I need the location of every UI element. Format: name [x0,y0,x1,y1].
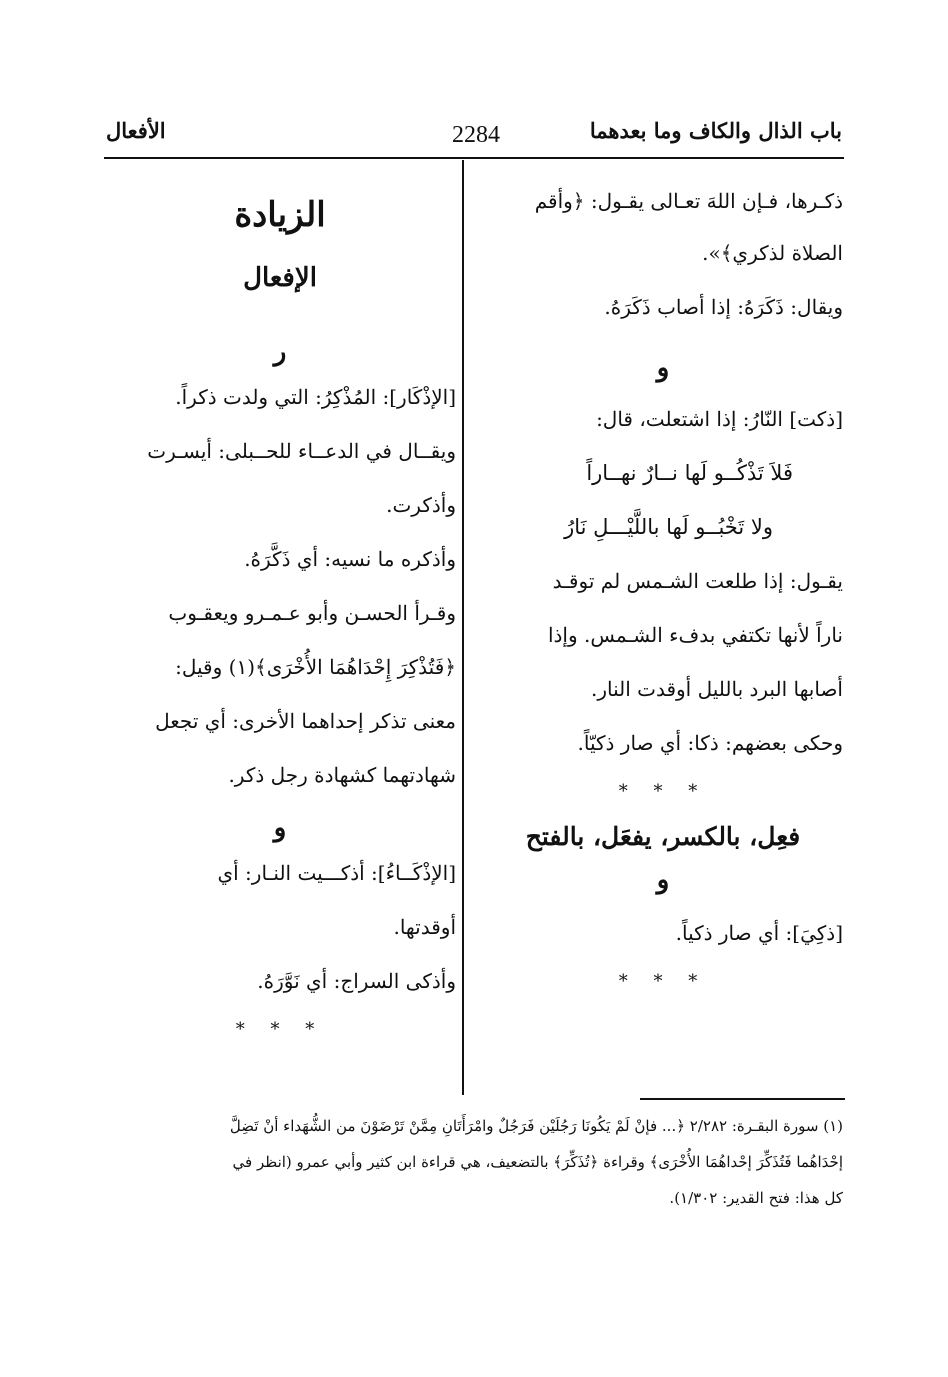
entry-dhakat: [ذكت] النّارُ: إذا اشتعلت، قال: [596,407,843,431]
running-header-section: الأفعال [106,118,166,143]
root-letter-heading: و [656,865,670,895]
paragraph: وأذكرت. [386,493,456,517]
quran-quote: ﴿فَتُذْكِرَ إِحْدَاهُمَا الأُخْرَى﴾(١) وقيل: [175,655,456,679]
section-separator: * * * [618,971,708,992]
paragraph: ناراً لأنها تكتفي بدفء الشـمس. وإذا [547,623,843,647]
entry-idhkar: [الإذْكَار]: المُذْكِرُ: التي ولدت ذكراً. [175,385,456,409]
entry-dhakiya: [ذكِيَ]: أي صار ذكياً. [675,921,843,945]
section-separator: * * * [618,781,708,802]
paragraph: ذكـرها، فـإن اللهَ تعـالى يقـول: ﴿وأقم [534,189,843,213]
entry-dhaka: وحكى بعضهم: ذكا: أي صار ذكيّاً. [577,731,843,755]
entry-adhka-siraj: وأذكى السراج: أي نَوَّرَهُ. [257,969,456,993]
root-letter-heading: ر [273,337,287,367]
root-letter-heading: و [656,353,670,383]
paragraph: معنى تذكر إحداهما الأخرى: أي تجعل [155,709,456,733]
verb-pattern-heading: فعِل، بالكسر، يفعَل، بالفتح [525,822,801,851]
entry-dhakarahu: ويقال: ذَكَرَهُ: إذا أصاب ذَكَرَهُ. [604,295,843,319]
paragraph: ويقــال في الدعــاء للحــبلى: أيسـرت [147,439,456,463]
footnote-line: إحْدَاهُما فَتُذَكِّرَ إحْداهُمَا الأُخْرَى﴾ وقراءة ﴿تُذَكِّرَ﴾ بالتضعيف، هي قراءة ابن كثير وأبي عمرو (انظر في [232,1153,843,1171]
entry-adhkarahu: وأذكره ما نسيه: أي ذَكَّرَهُ. [244,547,456,571]
paragraph: يقـول: إذا طلعت الشـمس لم توقـد [552,569,843,593]
left-column [104,185,456,1060]
footnotes [103,1108,843,1216]
paragraph: الصلاة لذكري﴾». [702,241,843,265]
poem-verse-2: ولا تَخْبُــو لَها باللَّيْـــلِ نَارُ [564,515,773,539]
header-rule [104,157,844,159]
section-separator: * * * [235,1019,325,1040]
running-header-chapter: باب الذال والكاف وما بعدهما [589,118,842,143]
entry-idhka: [الإذْكَــاءُ]: أذكـــيت النـار: أي [217,861,456,885]
section-subtitle: الإفعال [243,263,317,293]
page-number: 2284 [452,122,500,148]
footnote-rule [640,1098,845,1100]
root-letter-heading: و [273,813,287,843]
right-column [483,185,843,1012]
footnote-line: (١) سورة البقـرة: ٢/٢٨٢ ﴿... فإنْ لَمْ يَكُونَا رَجُلَيْن فَرَجُلٌ وامْرَأَتَانِ مِمَّنْ تَرْضَوْنَ من الشُّهَداء أنْ تَضِلَّ [229,1117,843,1135]
paragraph: أصابها البرد بالليل أوقدت النار. [590,677,843,701]
section-title: الزيادة [234,195,326,235]
footnote-line: كل هذا: فتح القدير: ١/٣٠٢). [669,1189,843,1207]
column-divider [462,160,464,1095]
poem-verse-1: فَلاَ تَذْكُــو لَها نــارٌ نهــاراً [586,461,793,485]
paragraph: أوقدتها. [393,915,456,939]
paragraph: وقـرأ الحسـن وأبو عـمـرو ويعقـوب [168,601,456,625]
paragraph: شهادتهما كشهادة رجل ذكر. [228,763,456,787]
